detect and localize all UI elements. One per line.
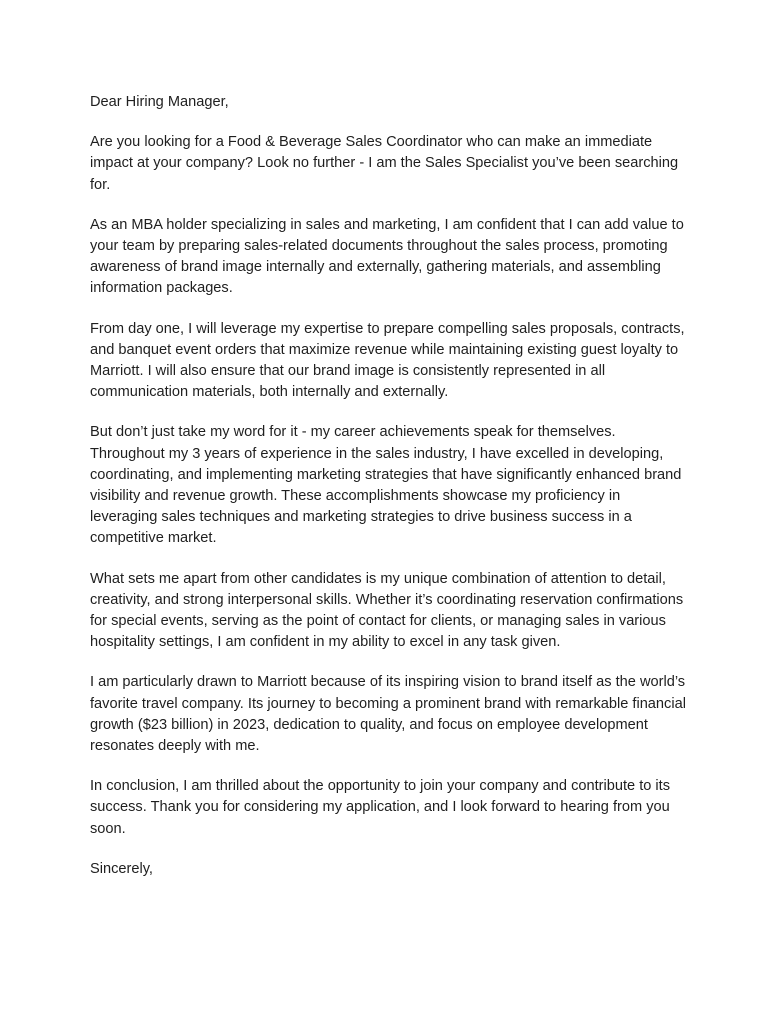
paragraph-day-one: From day one, I will leverage my expertise to prepare compelling sales proposals, contracts, and banquet event orders that maximize revenue while maintaining existing guest loyalty to Marriott. I will also ensure that our brand image is consistently represented in all communication materials, both internally and externally. bbox=[90, 320, 685, 401]
paragraph-achievements: But don’t just take my word for it - my career achievements speak for themselves. Throughout my 3 years of experience in the sales industry, I have excelled in developing, coordinating, and implementing marketing strategies that have significantly enhanced brand visibility and revenue growth. These accomplishments showcase my proficiency in leveraging sales techniques and marketing strategies to drive business success in a competitive market. bbox=[90, 424, 682, 547]
cover-letter-body bbox=[90, 92, 686, 880]
paragraph-conclusion: In conclusion, I am thrilled about the opportunity to join your company and contribute to its success. Thank you for considering my application, and I look forward to hearing from you soon. bbox=[90, 778, 671, 837]
paragraph-qualifications: As an MBA holder specializing in sales and marketing, I am confident that I can add value to your team by preparing sales-related documents throughout the sales process, promoting awareness of brand image internally and externally, gathering materials, and assembling information packages. bbox=[90, 216, 684, 297]
closing: Sincerely, bbox=[90, 860, 153, 877]
paragraph-intro: Are you looking for a Food & Beverage Sales Coordinator who can make an immediate impact at your company? Look no further - I am the Sales Specialist you’ve been searching for. bbox=[90, 134, 679, 193]
paragraph-company-interest: I am particularly drawn to Marriott because of its inspiring vision to brand itself as the world’s favorite travel company. Its journey to becoming a prominent brand with remarkable financial growth ($23 billion) in 2023, dedication to quality, and focus on employee development resonates deeply with me. bbox=[90, 674, 686, 755]
paragraph-differentiators: What sets me apart from other candidates is my unique combination of attention to detail, creativity, and strong interpersonal skills. Whether it’s coordinating reservation confirmations for special events, serving as the point of contact for clients, or managing sales in various hospitality settings, I am confident in my ability to excel in any task given. bbox=[90, 570, 684, 651]
salutation: Dear Hiring Manager, bbox=[90, 94, 229, 110]
